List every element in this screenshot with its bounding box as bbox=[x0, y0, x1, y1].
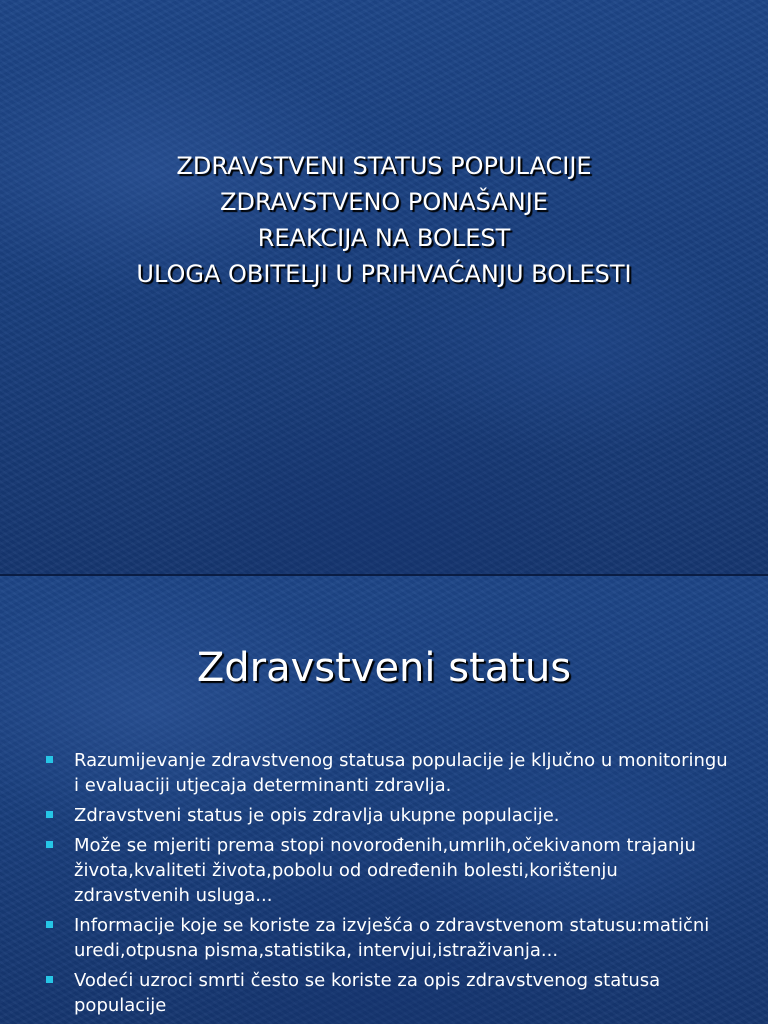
slide-1-title bbox=[0, 148, 768, 292]
title-line-1: ZDRAVSTVENI STATUS POPULACIJE bbox=[176, 152, 592, 180]
square-bullet-icon bbox=[46, 921, 53, 928]
slide-2 bbox=[0, 576, 768, 1024]
bullet-text: Informacije koje se koriste za izvješća o zdravstvenom statusu:matični uredi,otpusna pisma,statistika, intervjui,istraživanja... bbox=[74, 915, 710, 961]
square-bullet-icon bbox=[46, 976, 53, 983]
bullet-list bbox=[46, 748, 736, 1023]
list-item bbox=[46, 968, 736, 1018]
square-bullet-icon bbox=[46, 756, 53, 763]
list-item bbox=[46, 748, 736, 798]
bullet-text: Vodeći uzroci smrti često se koriste za opis zdravstvenog statusa populacije bbox=[74, 970, 661, 1016]
title-line-3: REAKCIJA NA BOLEST bbox=[257, 224, 511, 252]
list-item bbox=[46, 913, 736, 963]
square-bullet-icon bbox=[46, 841, 53, 848]
bullet-text: Može se mjeriti prema stopi novorođenih,umrlih,očekivanom trajanju života,kvaliteti života,pobolu od određenih bolesti,korištenju zdravstvenih usluga... bbox=[74, 835, 696, 906]
title-line-2: ZDRAVSTVENO PONAŠANJE bbox=[220, 188, 548, 216]
bullet-text: Zdravstveni status je opis zdravlja ukupne populacije. bbox=[74, 805, 560, 826]
bullet-text: Razumijevanje zdravstvenog statusa populacije je ključno u monitoringu i evaluaciji utjecaja determinanti zdravlja. bbox=[74, 750, 728, 796]
slide-2-title: Zdravstveni status bbox=[196, 645, 572, 691]
square-bullet-icon bbox=[46, 811, 53, 818]
list-item bbox=[46, 803, 736, 828]
title-line-4: ULOGA OBITELJI U PRIHVAĆANJU BOLESTI bbox=[136, 260, 632, 288]
list-item bbox=[46, 833, 736, 908]
